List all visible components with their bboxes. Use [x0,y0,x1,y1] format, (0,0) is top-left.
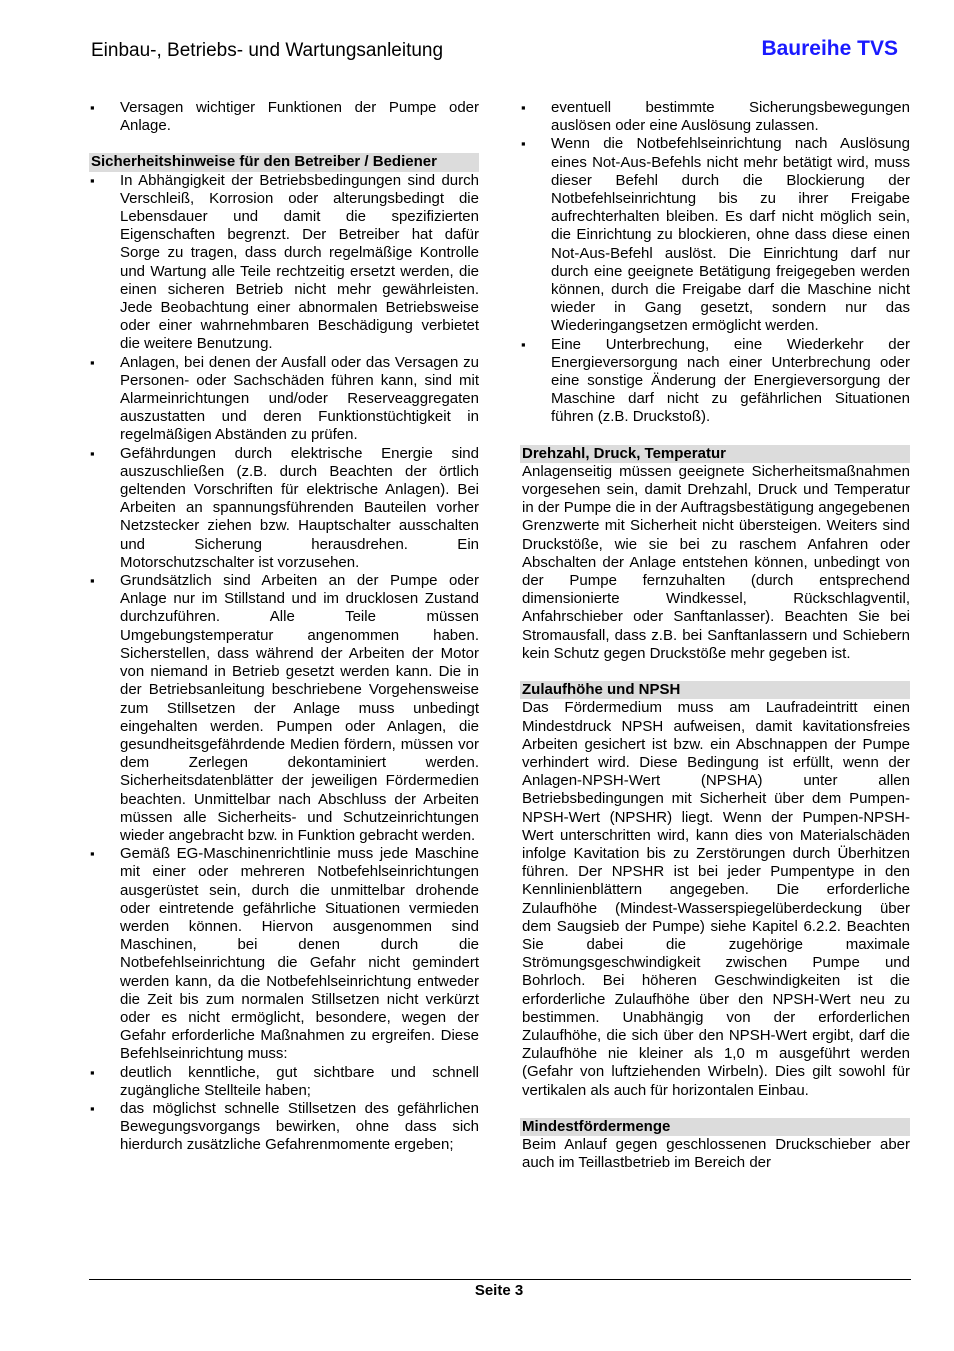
list-item: ▪ Gemäß EG-Maschinenrichtlinie muss jede Maschine mit einer oder mehreren Notbefehlseinrichtungen ausgerüstet sein, durch die unmittelbar drohende oder eintretende gefährliche Situationen vermieden werden können. Hiervon ausgenommen sind Maschinen, bei denen durch die Notbefehlseinrichtung die Gefahr nicht gemindert werden kann, da die Notbefehlseinrichtung entweder die Zeit bis zum normalen Stillsetzen nicht verkürzt oder es nicht ermöglicht, besondere, wegen der Gefahr erforderliche Maßnahmen zu ergreifen. Diese Befehlseinrichtung muss: [89,845,479,1063]
footer-divider [89,1279,911,1280]
list-item: ▪ Wenn die Notbefehlseinrichtung nach Auslösung eines Not-Aus-Befehls nicht mehr betätigt wird, muss dieser Befehl durch die Blockierung der Notbefehlseinrichtung bis zu ihrer Freigabe aufrechterhalten bleiben. Es darf nicht möglich sein, die Einrichtung zu blockieren, ohne dass diese einen Not-Aus-Befehl auslöst. Die Einrichtung darf nur durch eine geeignete Betätigung freigegeben werden können, durch die Freigabe darf die Maschine nicht wieder in Gang gesetzt, sondern nur das Wiederingangsetzen ermöglicht werden. [520,135,910,335]
list-item: ▪ Gefährdungen durch elektrische Energie sind auszuschließen (z.B. durch Beachten der örtlich geltenden Vorschriften für elektrische Anlagen). Bei Arbeiten an spannungsführenden Bauteilen vorher Netzstecker ziehen bzw. Hauptschalter ausschalten und Sicherung herausdrehen. Ein Motorschutzschalter ist vorzusehen. [89,445,479,572]
intro-list [89,99,479,135]
list-item: ▪ Versagen wichtiger Funktionen der Pumpe oder Anlage. [89,99,479,135]
right-column [520,99,910,1172]
section-text-speed-pressure-temperature: Anlagenseitig müssen geeignete Sicherheitsmaßnahmen vorgesehen sein, damit Drehzahl, Druck und Temperatur in der Pumpe die in der Auftragsbestätigung angegebenen Grenzwerte mit Sicherheit nicht übersteigen. Weiters sind Druckstöße, wie sie bei zu raschem Anfahren oder Abschalten der Anlage entstehen können, unbedingt von der Pumpe fernzuhalten (durch entsprechend dimensionierte Windkessel, Rückschlagventil, Anfahrschieber oder Sanftanlasser). Beachten Sie bei Stromausfall, dass z.B. bei Sanftanlassern und Schiebern kein Schutz gegen Druckstöße mehr gegeben ist. [522,462,910,662]
emergency-list [520,99,910,427]
safety-list [89,172,479,1155]
section-heading-speed-pressure-temperature: Drehzahl, Druck, Temperatur [520,445,910,463]
section-heading-npsh: Zulaufhöhe und NPSH [520,681,910,699]
page-number: Seite 3 [474,1282,524,1299]
list-item: ▪ Anlagen, bei denen der Ausfall oder das Versagen zu Personen- oder Sachschäden führen kann, sind mit Alarmeinrichtungen und/oder Reserveaggregaten auszustatten und deren Funktionstüchtigkeit in regelmäßigen Abständen zu prüfen. [89,354,479,445]
list-item: ▪ das möglichst schnelle Stillsetzen des gefährlichen Bewegungsvorgangs bewirken, ohne dass sich hierdurch zusätzliche Gefahrenmomente ergeben; [89,1100,479,1155]
list-item: ▪ eventuell bestimmte Sicherungsbewegungen auslösen oder eine Auslösung zulassen. [520,99,910,135]
list-item: ▪ Grundsätzlich sind Arbeiten an der Pumpe oder Anlage nur im Stillstand und im drucklosen Zustand durchzuführen. Alle Teile müssen Umgebungstemperatur angenommen haben. Sicherstellen, dass während der Arbeiten der Motor von niemand in Betrieb gesetzt werden kann. Die in der Betriebsanleitung beschriebene Vorgehensweise zum Stillsetzen der Anlage muss unbedingt eingehalten werden. Pumpen oder Anlagen, die gesundheitsgefährdende Medien fördern, müssen vor dem Zerlegen dekontaminiert werden. Sicherheitsdatenblätter der jeweiligen Fördermedien beachten. Unmittelbar nach Abschluss der Arbeiten müssen alle Sicherheits- und Schutzeinrichtungen wieder angebracht bzw. in Funktion gebracht werden. [89,572,479,845]
section-text-npsh: Das Fördermedium muss am Laufradeintritt einen Mindestdruck NPSH aufweisen, damit kavitationsfreies Arbeiten gesichert ist bzw. ein Abschnappen der Pumpe verhindert wird. Diese Bedingung ist erfüllt, wenn der Anlagen-NPSH-Wert (NPSHA) unter allen Betriebsbedingungen mit Sicherheit über dem Pumpen-NPSH-Wert (NPSHR) liegt. Wenn der Pumpen-NPSH-Wert unterschritten wird, kann dies von Materialschäden infolge Kavitation bis zu Zerstörungen durch Überhitzen führen. Der NPSHR ist bei jeder Pumpentype in den Kennlinienblättern angegeben. Die erforderliche Zulaufhöhe (Mindest-Wasserspiegelüberdeckung über dem Saugsieb der Pumpe) siehe Kapitel 6.2.2. Beachten Sie dabei die zugehörige maximale Strömungsgeschwindigkeit zwischen Pumpe und Bohrloch. Bei höheren Geschwindigkeiten ist die erforderliche Zulaufhöhe über den NPSH-Wert neu zu bestimmen. Unabhängig von der erforderlichen Zulaufhöhe, die sich über den NPSH-Wert ergibt, darf die Zulaufhöhe nie kleiner als 1,0 m ausgeführt werden (Gefahr von luftziehenden Wirbeln). Dies gilt sowohl für vertikalen als auch für horizontalen Einbau. [522,699,910,1099]
left-column [89,99,479,1155]
series-title: Baureihe TVS [761,37,898,60]
section-heading-minimum-flow: Mindestfördermenge [520,1118,910,1136]
list-item: ▪ deutlich kenntliche, gut sichtbare und schnell zugängliche Stellteile haben; [89,1064,479,1100]
list-item: ▪ In Abhängigkeit der Betriebsbedingungen sind durch Verschleiß, Korrosion oder alterungsbedingt die Lebensdauer und damit die spezifizierten Eigenschaften begrenzt. Der Betreiber hat dafür Sorge zu tragen, dass durch regelmäßige Kontrolle und Wartung alle Teile rechtzeitig ersetzt werden, die einen sicheren Betrieb nicht mehr gewährleisten. Jede Beobachtung einer abnormalen Betriebsweise oder einer wahrnehmbaren Beschädigung verbietet die weitere Benutzung. [89,172,479,354]
list-item: ▪ Eine Unterbrechung, eine Wiederkehr der Energieversorgung nach einer Unterbrechung oder eine sonstige Änderung der Energieversorgung der Maschine darf nicht zu gefährlichen Situationen führen (z.B. Druckstoß). [520,336,910,427]
document-title: Einbau-, Betriebs- und Wartungsanleitung [91,40,444,61]
section-text-minimum-flow: Beim Anlauf gegen geschlossenen Druckschieber aber auch im Teillastbetrieb im Bereich der [522,1135,910,1172]
section-heading-safety-operator: Sicherheitshinweise für den Betreiber / Bediener [89,153,479,171]
